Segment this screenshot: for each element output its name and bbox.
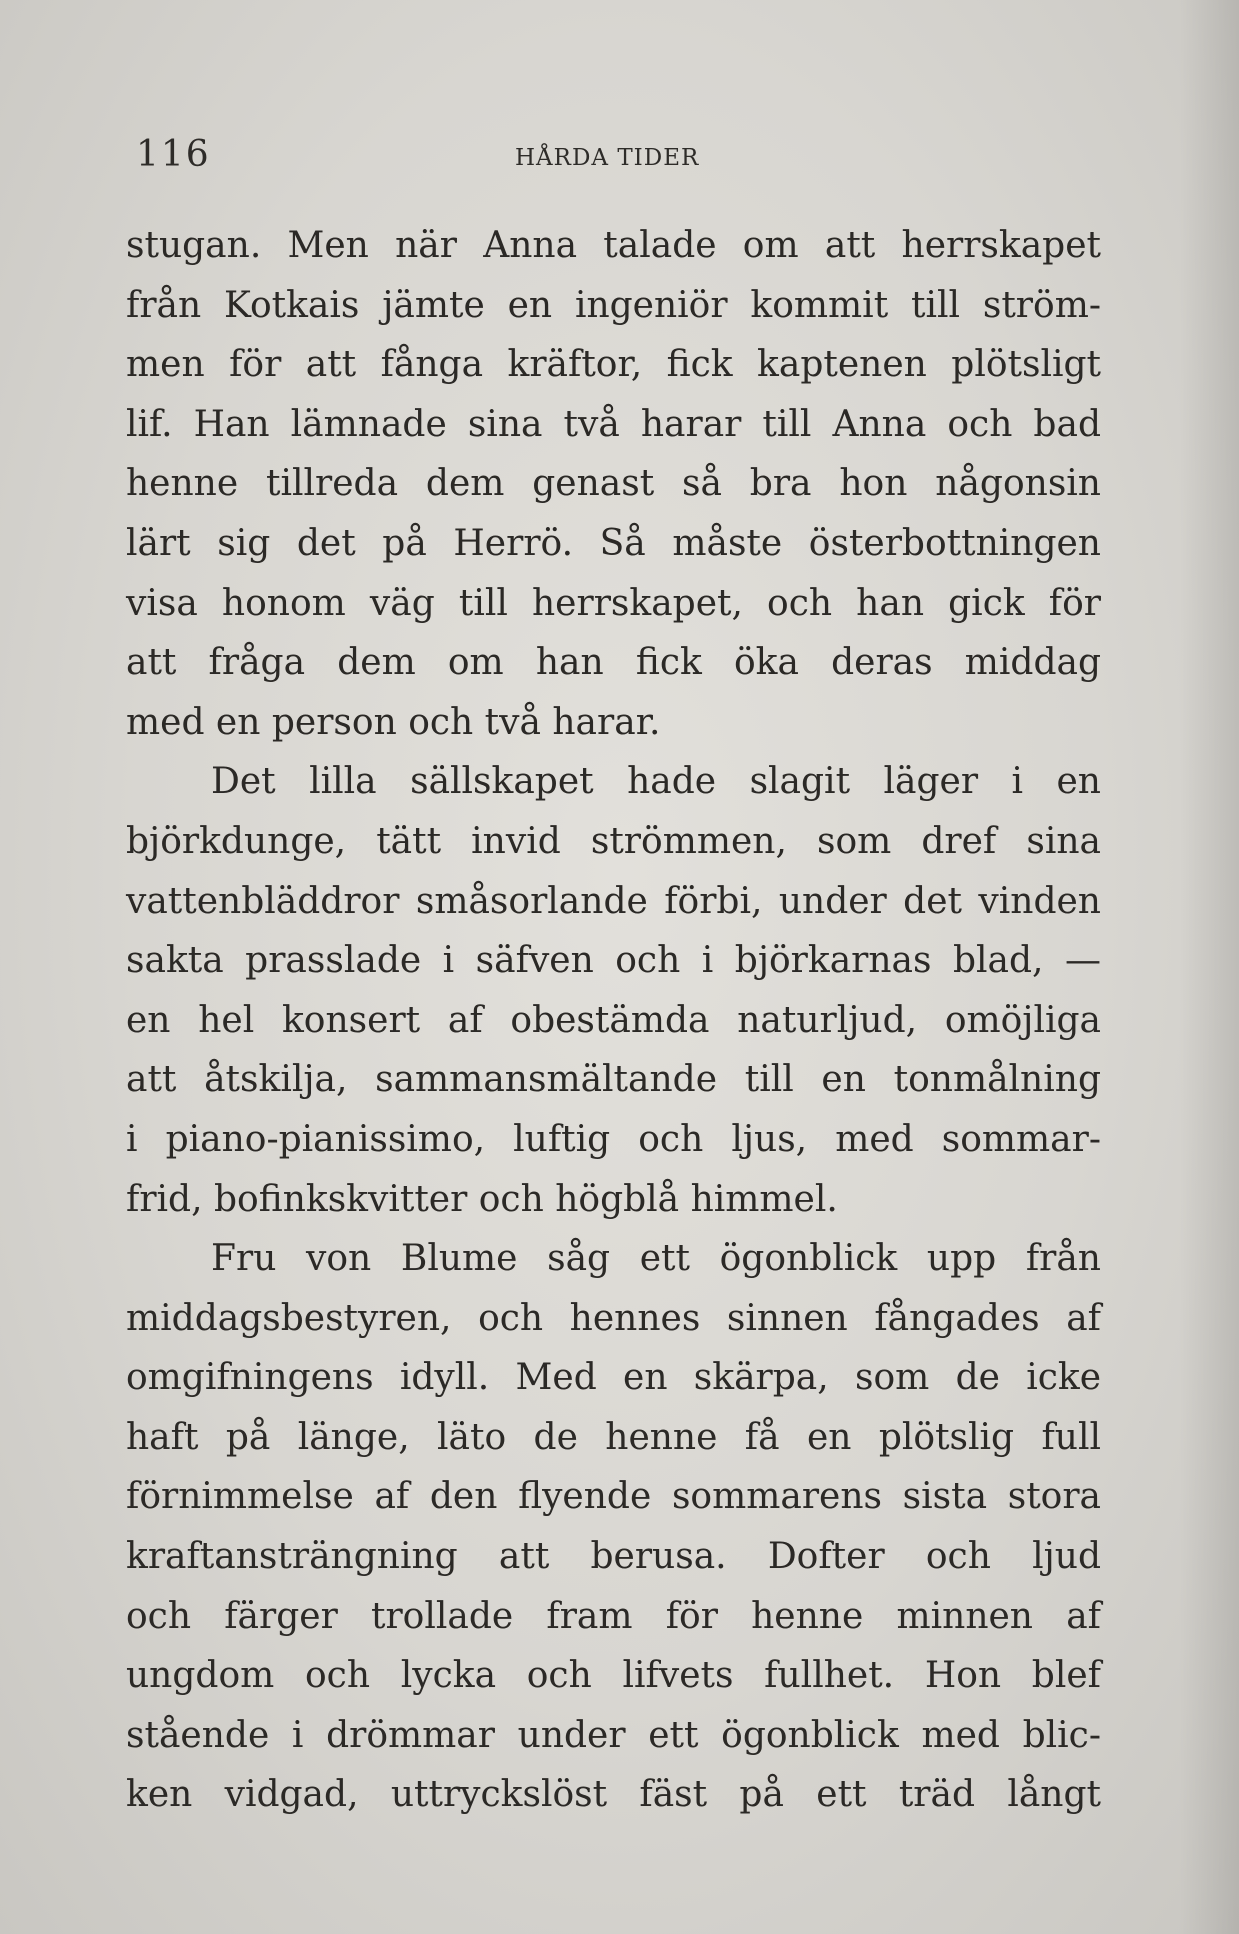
page-number: 116 <box>136 134 211 175</box>
text-line: kraftansträngning att berusa. Dofter och ljud <box>126 1536 1101 1578</box>
text-line: stugan. Men när Anna talade om att herrskapet <box>126 225 1101 266</box>
page-header <box>126 126 1101 186</box>
text-line: att åtskilja, sammansmältande till en tonmålning <box>126 1059 1101 1101</box>
text-line: frid, bofinkskvitter och högblå himmel. <box>126 1178 838 1220</box>
text-line: från Kotkais jämte en ingeniör kommit till ström- <box>126 284 1101 326</box>
page-edge-shadow <box>1179 0 1239 1934</box>
text-line: i piano-pianissimo, luftig och ljus, med sommar- <box>126 1118 1101 1160</box>
text-line: men för att fånga kräftor, fick kaptenen plötsligt <box>126 344 1101 386</box>
paragraph-3 <box>126 1229 1101 1825</box>
text-line: middagsbestyren, och hennes sinnen fångades af <box>126 1297 1101 1339</box>
text-line: Fru von Blume såg ett ögonblick upp från <box>211 1238 1101 1280</box>
paragraph-1 <box>126 216 1101 752</box>
text-line: Det lilla sällskapet hade slagit läger i en <box>211 761 1101 803</box>
text-line: lif. Han lämnade sina två harar till Anna och bad <box>126 403 1101 445</box>
text-line: förnimmelse af den flyende sommarens sista stora <box>126 1476 1101 1518</box>
text-line: sakta prasslade i säfven och i björkarnas blad, — <box>126 940 1101 982</box>
text-line: visa honom väg till herrskapet, och han gick för <box>126 582 1101 624</box>
running-head: HÅRDA TIDER <box>515 145 700 171</box>
text-line: björkdunge, tätt invid strömmen, som dref sina <box>126 820 1101 862</box>
text-line: stående i drömmar under ett ögonblick med blic- <box>126 1714 1101 1756</box>
text-line: ungdom och lycka och lifvets fullhet. Hon blef <box>126 1655 1101 1697</box>
paragraph-2 <box>126 752 1101 1229</box>
text-line: med en person och två harar. <box>126 701 661 743</box>
text-line: och färger trollade fram för henne minnen af <box>126 1595 1101 1637</box>
text-line: ken vidgad, uttryckslöst fäst på ett träd långt <box>126 1774 1101 1816</box>
text-line: haft på länge, läto de henne få en plötslig full <box>126 1416 1101 1458</box>
text-line: henne tillreda dem genast så bra hon någonsin <box>126 463 1101 505</box>
text-line: en hel konsert af obestämda naturljud, omöjliga <box>126 999 1101 1041</box>
text-line: vattenbläddror småsorlande förbi, under det vinden <box>126 880 1101 922</box>
text-line: omgifningens idyll. Med en skärpa, som de icke <box>126 1357 1101 1399</box>
body-text <box>126 216 1101 1825</box>
text-line: att fråga dem om han fick öka deras middag <box>126 642 1101 684</box>
text-line: lärt sig det på Herrö. Så måste österbottningen <box>126 522 1101 564</box>
